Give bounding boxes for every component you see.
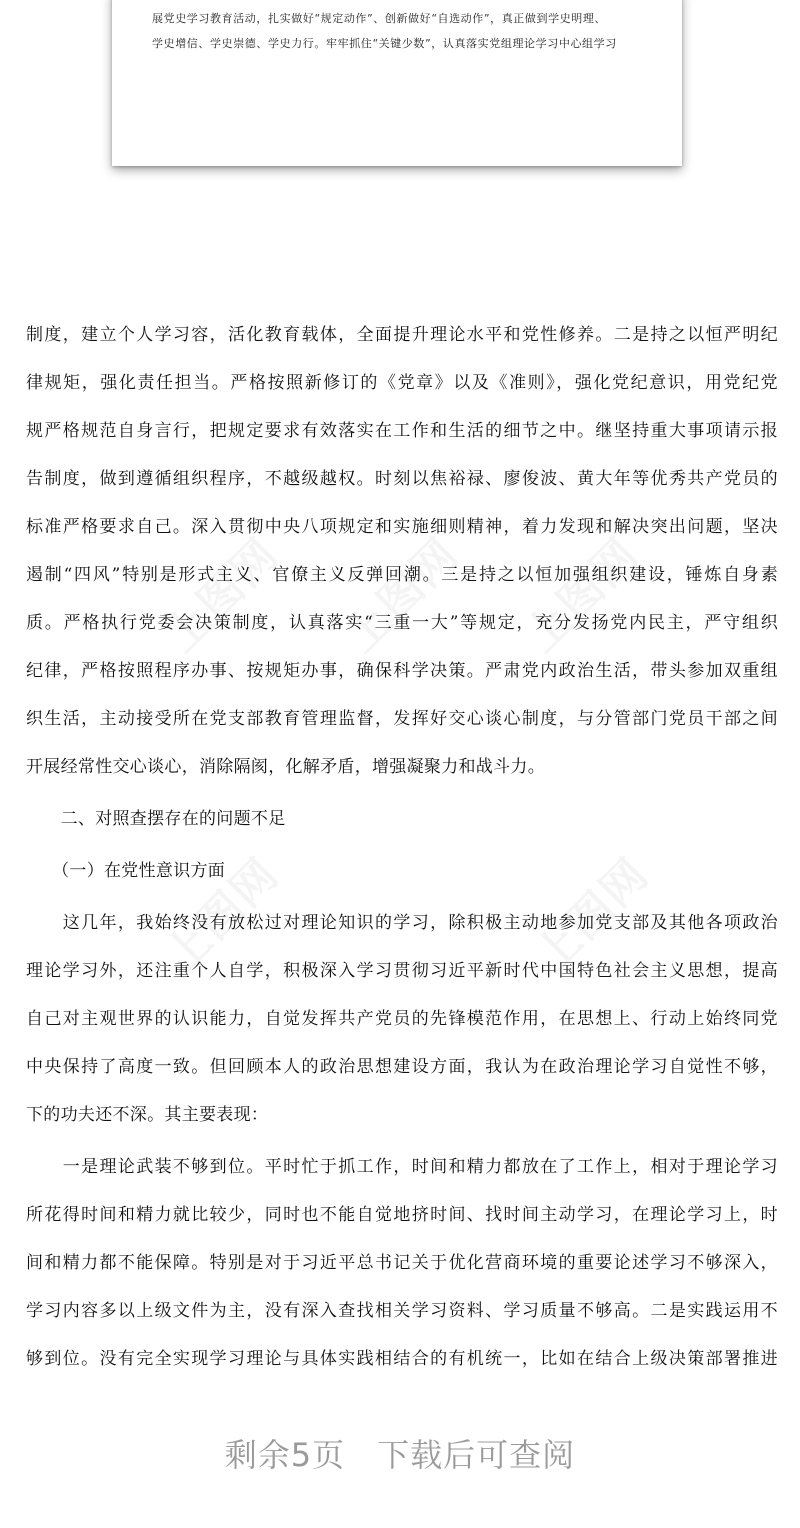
text-line: 律规矩，强化责任担当。严格按照新修订的《党章》以及《准则》，强化党纪意识，用党纪党 — [26, 373, 778, 393]
text-line: 理论学习外，还注重个人自学，积极深入学习贯彻习近平新时代中国特色社会主义思想，提高 — [26, 961, 778, 981]
text-line: 制度，建立个人学习容，活化教育载体，全面提升理论水平和党性修养。二是持之以恒严明纪 — [26, 325, 778, 345]
text-line: 遏制“四风”特别是形式主义、官僚主义反弹回潮。三是持之以恒加强组织建设，锤炼自身素 — [26, 565, 778, 585]
text-line: 学习内容多以上级文件为主，没有深入查找相关学习资料、学习质量不够高。二是实践运用不 — [26, 1301, 778, 1321]
text-line: 质。严格执行党委会决策制度，认真落实“三重一大”等规定，充分发扬党内民主，严守组织 — [26, 613, 778, 633]
remaining-pages-label: 剩余5页 — [224, 1436, 346, 1474]
text-line: 中央保持了高度一致。但回顾本人的政治思想建设方面，我认为在政治理论学习自觉性不够， — [26, 1057, 778, 1077]
text-line: 一是理论武装不够到位。平时忙于抓工作，时间和精力都放在了工作上，相对于理论学习 — [26, 1157, 778, 1177]
text-line: 告制度，做到遵循组织程序，不越级越权。时刻以焦裕禄、廖俊波、黄大年等优秀共产党员的 — [26, 469, 778, 489]
text-line: 间和精力都不能保障。特别是对于习近平总书记关于优化营商环境的重要论述学习不够深入， — [26, 1253, 778, 1273]
text-line: 这几年，我始终没有放松过对理论知识的学习，除积极主动地参加党支部及其他各项政治 — [26, 913, 778, 933]
text-line: 自己对主观世界的认识能力，自觉发挥共产党员的先锋模范作用，在思想上、行动上始终同党 — [26, 1009, 778, 1029]
text-line: 织生活，主动接受所在党支部教育管理监督，发挥好交心谈心制度，与分管部门党员干部之间 — [26, 709, 778, 729]
watermark — [328, 521, 471, 664]
watermark — [148, 521, 291, 664]
text-line: 开展经常性交心谈心，消除隔阂，化解矛盾，增强凝聚力和战斗力。 — [26, 757, 545, 777]
text-line: 规严格规范自身言行，把规定要求有效落实在工作和生活的细节之中。继坚持重大事项请示报 — [26, 421, 778, 441]
text-line: 标准严格要求自己。深入贯彻中央八项规定和实施细则精神，着力发现和解决突出问题，坚决 — [26, 517, 778, 537]
preview-card — [112, 0, 682, 166]
preview-line: 学史增信、学史崇德、学史力行。牢牢抓住“关键少数”，认真落实党组理论学习中心组学习 — [152, 37, 617, 50]
section-heading: 二、对照查摆存在的问题不足 — [26, 809, 286, 829]
download-hint-label: 下载后可查阅 — [377, 1436, 576, 1474]
text-line: 下的功夫还不深。其主要表现： — [26, 1105, 269, 1125]
download-banner[interactable] — [0, 1430, 800, 1476]
subsection-heading: （一）在党性意识方面 — [26, 861, 226, 881]
preview-line: 展党史学习教育活动，扎实做好“规定动作”、创新做好“自选动作”，真正做到学史明理、 — [152, 12, 607, 25]
text-line: 纪律，严格按照程序办事、按规矩办事，确保科学决策。严肃党内政治生活，带头参加双重组 — [26, 661, 778, 681]
text-line: 所花得时间和精力就比较少，同时也不能自觉地挤时间、找时间主动学习，在理论学习上，时 — [26, 1205, 778, 1225]
text-line: 够到位。没有完全实现学习理论与具体实践相结合的有机统一，比如在结合上级决策部署推进 — [26, 1349, 778, 1369]
watermark — [508, 521, 651, 664]
